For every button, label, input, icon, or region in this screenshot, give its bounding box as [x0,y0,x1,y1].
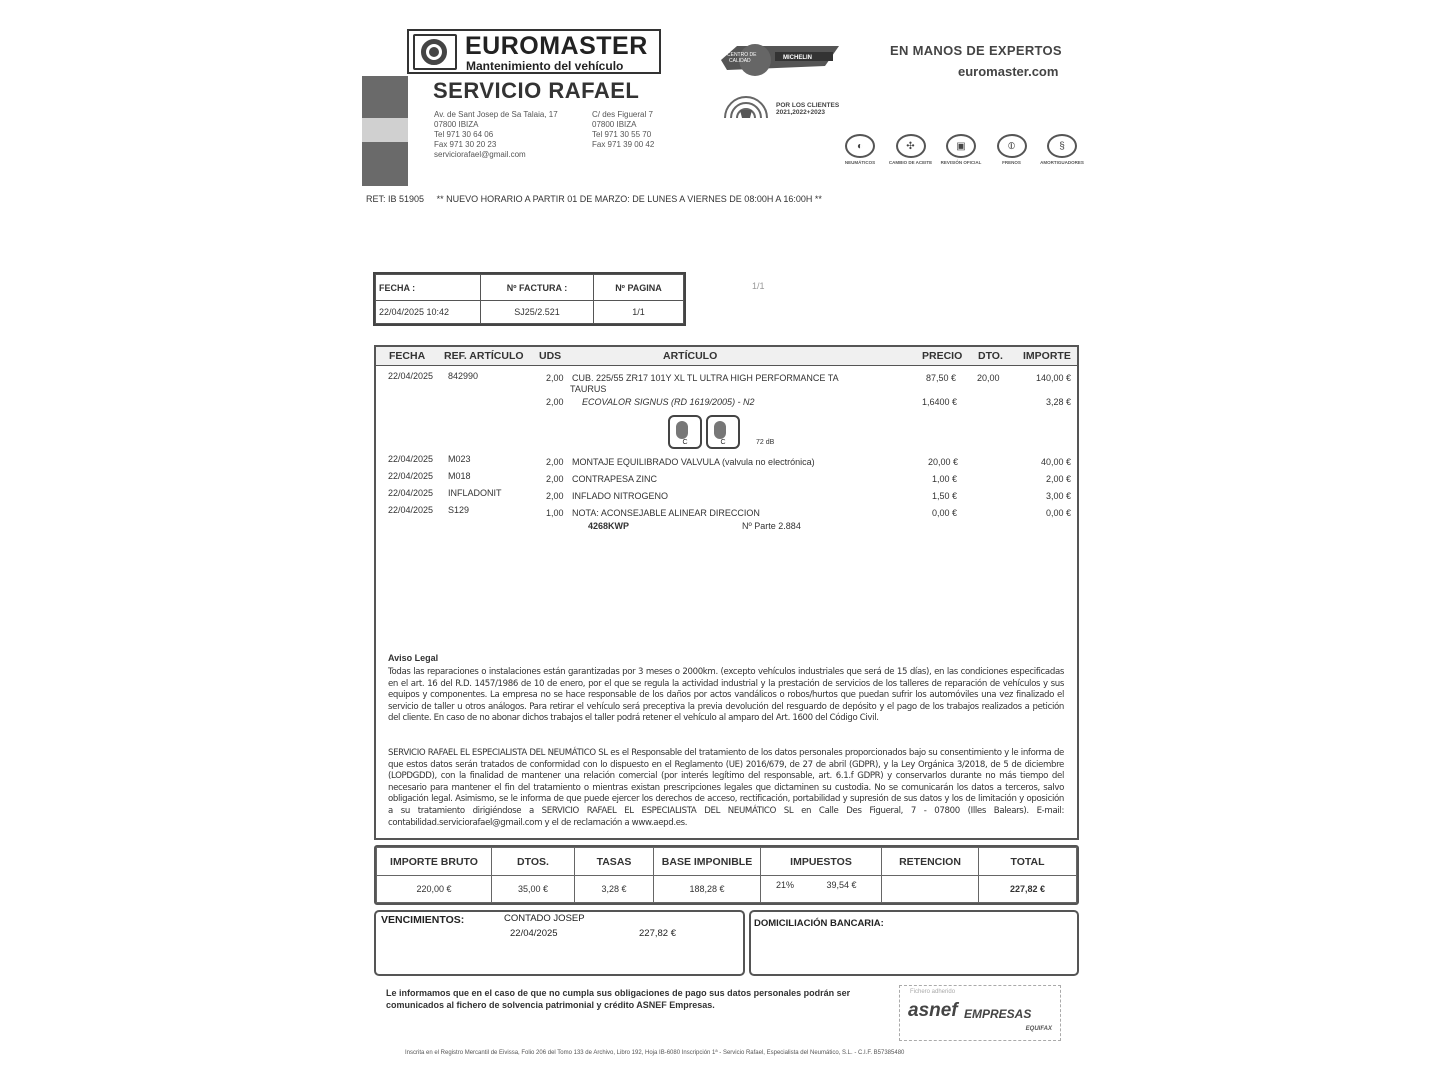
cell-articulo: CUB. 225/55 ZR17 101Y XL TL ULTRA HIGH PERFORMANCE TA [572,373,839,383]
bank-debit-box [749,910,1079,976]
totals-table [374,845,1079,905]
phone: Tel 971 30 55 70 [592,130,652,139]
cell-precio: 0,00 € [932,508,958,518]
service-label: NEUMÁTICOS [844,160,876,165]
payment-due-box [374,910,745,976]
brand-subtitle: Mantenimiento del vehículo [466,59,624,73]
fax: Fax 971 39 00 42 [592,140,655,149]
cell-fecha: 22/04/2025 [388,454,434,464]
items-header [376,347,1077,366]
schedule-notice: ** NUEVO HORARIO A PARTIR 01 DE MARZO: DE LUNES A VIERNES DE 08:00H A 16:00H ** [436,194,822,204]
descuentos: 35,00 € [492,876,575,903]
cell-ref: INFLADONIT [448,488,502,498]
cell-precio: 20,00 € [928,457,959,467]
address-line: 07800 IBIZA [592,120,637,129]
base-imponible: 188,28 € [654,876,761,903]
total-amount: 227,82 € [979,876,1077,903]
wet-grade: C [720,439,726,446]
header-tasas: TASAS [575,848,654,876]
service-label: REVISIÓN OFICIAL [940,160,982,165]
page-number: 1/1 [594,301,684,324]
svg-text:MICHELIN: MICHELIN [783,55,812,61]
asnef-notice: Le informamos que en el caso de que no cumpla sus obligaciones de pago sus datos personales podrán ser comunicados al fichero de solvencia patrimonial y crédito ASNEF Empresas. [386,988,851,1010]
service-shocks [1038,134,1086,174]
col-dto: DTO. [978,350,1003,362]
address-block-1 [434,110,558,160]
email: serviciorafael@gmail.com [434,150,526,159]
page-number-header: Nº PAGINA [594,275,684,301]
cell-articulo-cont: TAURUS [570,384,607,394]
asnef-wordmark: asnef [908,1000,958,1021]
legal-notice-warranty: Todas las reparaciones o instalaciones están garantizadas por 3 meses o 2000km. (excepto vehículos industriales que será de 15 días), en las condiciones especificadas en el art. 16 del R.D. 1457/1986 de 10 de enero, por el que se regula la actividad industrial y la prestación de servicios de los talleres de reparación de vehículos y sus equipos y componentes. La empresa no se hace responsable de los daños por actos vandálicos o robos/hurtos que puedan sufrir los automóviles una vez finalizado el servicio de taller u otros análogos. Para retirar el vehículo será preceptiva la previa devolución del resguardo de depósito y el pago de los trabajos realizados a petición del cliente. En caso de no abonar dichos trabajos el taller podrá retener el vehículo al amparo del Art. 1600 del Código Civil. [388,667,1064,724]
cell-precio: 87,50 € [926,373,957,383]
importe-bruto: 220,00 € [377,876,492,903]
cell-articulo: CONTRAPESA ZINC [572,474,658,484]
due-amount: 227,82 € [639,928,676,939]
license-plate: 4268KWP [588,521,630,531]
cell-articulo: INFLADO NITROGENO [572,491,669,501]
cell-importe: 2,00 € [1045,474,1071,484]
bank-debit-label: DOMICILIACIÓN BANCARIA: [754,918,884,929]
cell-importe: 3,00 € [1045,491,1071,501]
award-years: 2021,2022+2023 [776,109,825,116]
payment-method: CONTADO JOSEP [504,913,585,924]
brand-name: EUROMASTER [465,32,648,60]
cell-precio: 1,00 € [932,474,958,484]
shock-absorber-icon: § [1047,134,1077,158]
cell-uds: 2,00 [546,373,564,383]
euromaster-emblem-icon [413,34,457,70]
invoice-number: SJ25/2.521 [481,301,594,324]
address-line: 07800 IBIZA [434,120,479,129]
header-dtos: DTOS. [492,848,575,876]
tagline: EN MANOS DE EXPERTOS [890,43,1062,58]
col-fecha: FECHA [389,350,426,362]
cell-precio: 1,50 € [932,491,958,501]
cell-fecha: 22/04/2025 [388,488,434,498]
service-label: AMORTIGUADORES [1040,160,1084,165]
wet-grip-icon [706,415,740,449]
legal-notice-privacy: SERVICIO RAFAEL EL ESPECIALISTA DEL NEUMÁTICO SL es el Responsable del tratamiento de los datos personales proporcionados bajo su consentimiento y le informa de que estos datos serán tratados de conformidad con lo dispuesto en el Reglamento (UE) 2016/679, de 27 de abril (GDPR), y la Ley Orgánica 3/2018, de 5 de diciembre (LOPDGDD), con la finalidad de mantener una relación comercial (por interés legítimo del responsable, art. 6.1.f GDPR) y conservarlos durante no más tiempo del necesario para mantener el fin del tratamiento o mientras existan prescripciones legales que dictaminen su custodia. No se comunicarán los datos a terceros, salvo obligación legal. Asimismo, se le informa de que puede ejercer los derechos de acceso, rectificación, portabilidad y supresión de sus datos y los de limitación y oposición a su tratamiento dirigiéndose a SERVICIO RAFAEL EL ESPECIALISTA DEL NEUMÁTICO SL en Calle Des Figueral, 7 - 07800 (Illes Balears). E-mail: contabilidad.serviciorafael@gmail.com y el de reclamación a www.aepd.es. [388,748,1064,828]
cell-articulo: MONTAJE EQUILIBRADO VALVULA (valvula no electrónica) [572,457,815,467]
legal-notice-title: Aviso Legal [388,653,439,663]
award-line: POR LOS CLIENTES [776,102,840,109]
phone: Tel 971 30 64 06 [434,130,494,139]
cell-uds: 2,00 [546,491,564,501]
website: euromaster.com [958,64,1059,79]
svg-text:CENTRO DE: CENTRO DE [727,52,757,58]
items-table [374,345,1079,840]
cell-uds: 2,00 [546,397,564,407]
cell-dto: 20,00 [977,373,1000,383]
due-date: 22/04/2025 [510,928,558,939]
asnef-logo-top: Fichero adherido [910,989,956,995]
cell-uds: 2,00 [546,474,564,484]
cell-importe: 40,00 € [1040,457,1071,467]
invoice-meta-table [373,272,686,326]
work-order-number: Nº Parte 2.884 [742,521,801,531]
address-line: C/ des Figueral 7 [592,110,653,119]
col-uds: UDS [539,350,562,362]
col-articulo: ARTÍCULO [663,350,718,362]
col-ref: REF. ARTÍCULO [444,350,524,362]
fax: Fax 971 30 20 23 [434,140,497,149]
euromaster-logo [407,29,661,74]
oil-change-icon: ✣ [896,134,926,158]
service-inspection [937,134,985,174]
cell-ref: M023 [448,454,471,464]
header-impuestos: IMPUESTOS [761,848,882,876]
cell-articulo: ECOVALOR SIGNUS (RD 1619/2005) - N2 [582,397,755,407]
tasas: 3,28 € [575,876,654,903]
col-precio: PRECIO [922,350,963,362]
header-base-imponible: BASE IMPONIBLE [654,848,761,876]
cell-fecha: 22/04/2025 [388,505,434,515]
due-label: VENCIMIENTOS: [381,914,465,926]
asnef-empresas: EMPRESAS [964,1007,1032,1021]
service-oil [887,134,935,174]
address-block-2 [592,110,654,150]
side-decoration [362,76,408,186]
invoice-number-header: Nº FACTURA : [481,275,594,301]
header-retencion: RETENCION [882,848,979,876]
cell-importe: 0,00 € [1045,508,1071,518]
cell-fecha: 22/04/2025 [388,471,434,481]
customer-award-icon [721,92,771,120]
cell-ref: M018 [448,471,471,481]
iva-rate: 21% [776,880,795,890]
fuel-efficiency-icon [668,415,702,449]
car-inspection-icon: ▣ [946,134,976,158]
service-icons [836,134,1086,174]
date-header: FECHA : [376,275,481,301]
invoice-date: 22/04/2025 10:42 [376,301,481,324]
asnef-logo [899,985,1061,1041]
address-line: Av. de Sant Josep de Sa Talaia, 17 [434,110,558,119]
company-name: SERVICIO RAFAEL [433,78,640,103]
registry-footer: Inscrita en el Registro Mercantil de Eivissa, Folio 206 del Tomo 133 de Archivo, Libro 192, Hoja IB-6080 Inscripción 1ª - Servicio Rafael, Especialista del Neumático, S.L. - C.I.F. B57385480 [405,1050,905,1056]
fuel-grade: C [682,439,688,446]
cell-importe: 140,00 € [1035,373,1071,383]
cell-fecha: 22/04/2025 [388,371,434,381]
noise-level: 72 dB [756,439,775,446]
notice-line [366,194,822,204]
cell-importe: 3,28 € [1045,397,1071,407]
service-label: FRENOS [1002,160,1021,165]
michelin-quality-badge-icon [717,40,842,78]
impuestos [761,876,882,903]
service-brakes [988,134,1036,174]
cell-precio: 1,6400 € [922,397,958,407]
ret-number: RET: IB 51905 [366,194,425,204]
cell-uds: 2,00 [546,457,564,467]
retencion [882,876,979,903]
svg-text:CALIDAD: CALIDAD [729,58,751,64]
cell-articulo: NOTA: ACONSEJABLE ALINEAR DIRECCION [572,508,760,518]
col-importe: IMPORTE [1023,350,1071,362]
iva-amount: 39,54 € [826,880,857,890]
header-total: TOTAL [979,848,1077,876]
handwritten-mark: 1/1 [752,281,765,291]
header-importe-bruto: IMPORTE BRUTO [377,848,492,876]
cell-uds: 1,00 [546,508,564,518]
equifax-mark: EQUIFAX [1025,1026,1052,1032]
service-tyres [836,134,884,174]
tyre-icon: ◐ [845,134,875,158]
brakes-icon: ⦶ [997,134,1027,158]
cell-ref: 842990 [448,371,479,381]
cell-ref: S129 [448,505,470,515]
award-text [776,102,839,116]
service-label: CAMBIO DE ACEITE [888,160,933,165]
